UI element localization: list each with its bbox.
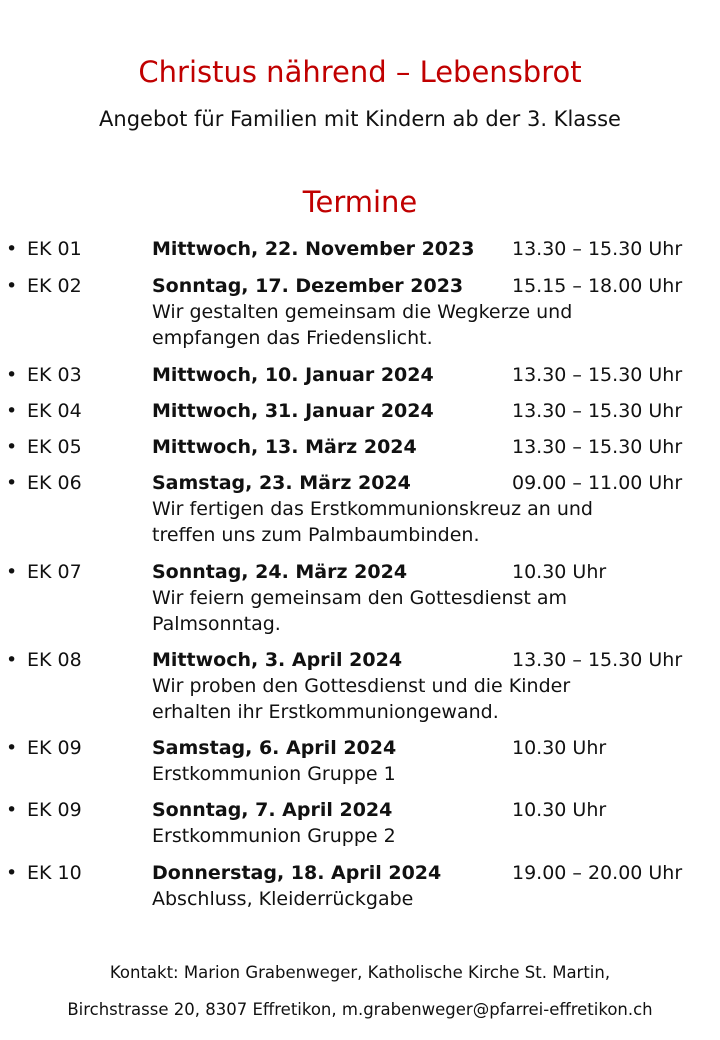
event-time: 13.30 – 15.30 Uhr [512, 649, 683, 671]
event-date: Donnerstag, 18. April 2024 [152, 862, 442, 884]
bullet-icon: • [6, 400, 18, 422]
event-description: Wir gestalten gemeinsam die Wegkerze und empfangen das Friedenslicht. [152, 301, 573, 349]
bullet-icon: • [6, 862, 18, 884]
event-description: Abschluss, Kleiderrückgabe [152, 888, 414, 910]
section-title: Termine [302, 185, 418, 219]
event-date: Mittwoch, 10. Januar 2024 [152, 364, 434, 386]
event-date: Samstag, 6. April 2024 [152, 737, 397, 759]
event-time: 13.30 – 15.30 Uhr [512, 364, 683, 386]
bullet-icon: • [6, 436, 18, 458]
event-date: Mittwoch, 13. März 2024 [152, 436, 417, 458]
bullet-icon: • [6, 737, 18, 759]
event-date: Mittwoch, 22. November 2023 [152, 238, 475, 260]
event-code: EK 09 [27, 799, 82, 821]
event-date: Sonntag, 7. April 2024 [152, 799, 393, 821]
event-time: 13.30 – 15.30 Uhr [512, 400, 683, 422]
event-date: Samstag, 23. März 2024 [152, 472, 411, 494]
event-time: 13.30 – 15.30 Uhr [512, 436, 683, 458]
event-code: EK 03 [27, 364, 82, 386]
bullet-icon: • [6, 561, 18, 583]
event-time: 10.30 Uhr [512, 799, 607, 821]
event-code: EK 09 [27, 737, 82, 759]
event-time: 19.00 – 20.00 Uhr [512, 862, 683, 884]
event-code: EK 08 [27, 649, 82, 671]
event-description: Wir feiern gemeinsam den Gottesdienst am Palmsonntag. [152, 587, 568, 635]
event-time: 15.15 – 18.00 Uhr [512, 275, 683, 297]
event-date: Sonntag, 17. Dezember 2023 [152, 275, 464, 297]
event-date: Sonntag, 24. März 2024 [152, 561, 408, 583]
bullet-icon: • [6, 799, 18, 821]
event-description: Wir proben den Gottesdienst und die Kinder erhalten ihr Erstkommuniongewand. [152, 675, 571, 723]
contact-line-1: Kontakt: Marion Grabenweger, Katholische Kirche St. Martin, [109, 963, 611, 982]
bullet-icon: • [6, 275, 18, 297]
bullet-icon: • [6, 472, 18, 494]
event-time: 13.30 – 15.30 Uhr [512, 238, 683, 260]
page-title: Christus nährend – Lebensbrot [138, 55, 582, 89]
event-code: EK 02 [27, 275, 82, 297]
event-date: Mittwoch, 3. April 2024 [152, 649, 403, 671]
event-time: 10.30 Uhr [512, 737, 607, 759]
event-code: EK 07 [27, 561, 82, 583]
event-code: EK 05 [27, 436, 82, 458]
bullet-icon: • [6, 649, 18, 671]
event-code: EK 04 [27, 400, 82, 422]
event-code: EK 10 [27, 862, 82, 884]
bullet-icon: • [6, 238, 18, 260]
event-description: Wir fertigen das Erstkommunionskreuz an und treffen uns zum Palmbaumbinden. [152, 498, 593, 546]
event-time: 10.30 Uhr [512, 561, 607, 583]
event-date: Mittwoch, 31. Januar 2024 [152, 400, 434, 422]
event-code: EK 06 [27, 472, 82, 494]
event-time: 09.00 – 11.00 Uhr [512, 472, 683, 494]
event-description: Erstkommunion Gruppe 2 [152, 825, 396, 847]
bullet-icon: • [6, 364, 18, 386]
contact-line-2: Birchstrasse 20, 8307 Effretikon, m.grabenweger@pfarrei-effretikon.ch [67, 1000, 653, 1019]
page-subtitle: Angebot für Familien mit Kindern ab der 3. Klasse [99, 107, 621, 131]
event-code: EK 01 [27, 238, 82, 260]
event-description: Erstkommunion Gruppe 1 [152, 763, 396, 785]
